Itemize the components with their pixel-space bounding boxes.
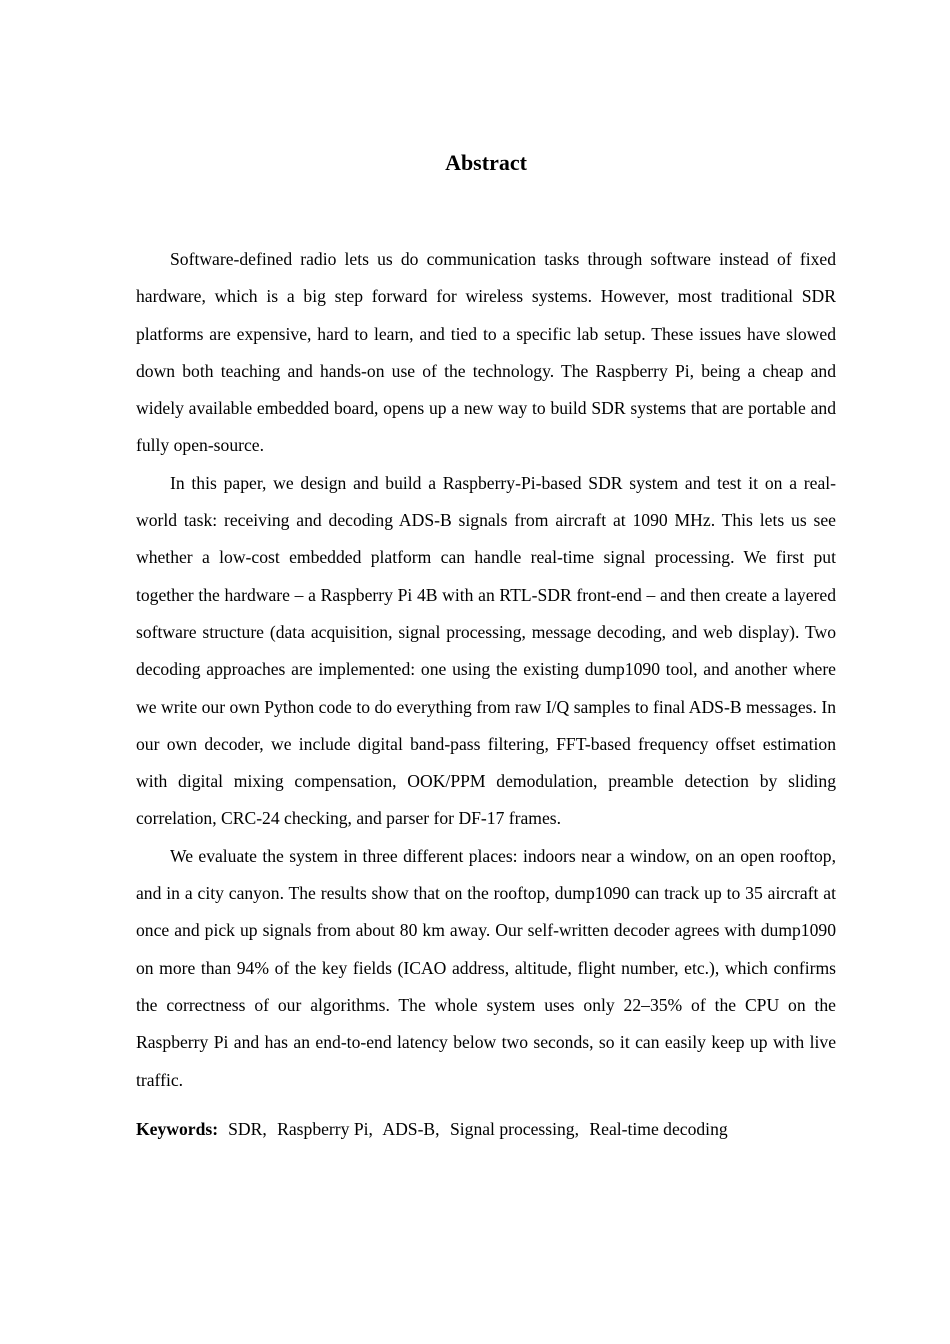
keyword-item: SDR	[228, 1118, 263, 1139]
abstract-section	[136, 148, 836, 1148]
abstract-paragraph-2: In this paper, we design and build a Raspberry-Pi-based SDR system and test it on a real-world task: receiving and decoding ADS-B signals from aircraft at 1090 MHz. This lets us see whether a low-cost embedded platform can handle real-time signal processing. We first put together the hardware – a Raspberry Pi 4B with an RTL-SDR front-end – and then create a layered software structure (data acquisition, signal processing, message decoding, and web display). Two decoding approaches are implemented: one using the existing dump1090 tool, and another where we write our own Python code to do everything from raw I/Q samples to final ADS-B messages. In our own decoder, we include digital band-pass filtering, FFT-based frequency offset estimation with digital mixing compensation, OOK/PPM demodulation, preamble detection by sliding correlation, CRC-24 checking, and parser for DF-17 frames.	[136, 472, 836, 829]
abstract-paragraph-3: We evaluate the system in three different places: indoors near a window, on an open rooftop, and in a city canyon. The results show that on the rooftop, dump1090 can track up to 35 aircraft at once and pick up signals from about 80 km away. Our self-written decoder agrees with dump1090 on more than 94% of the key fields (ICAO address, altitude, flight number, etc.), which confirms the correctness of our algorithms. The whole system uses only 22–35% of the CPU on the Raspberry Pi and has an end-to-end latency below two seconds, so it can easily keep up with live traffic.	[136, 845, 836, 1090]
abstract-title: Abstract	[445, 150, 527, 175]
keyword-item: Signal processing	[449, 1118, 575, 1139]
keyword-item: Raspberry Pi	[277, 1118, 369, 1139]
keywords-line: Keywords: SDR, Raspberry Pi, ADS-B, Signal processing, Real-time decoding	[136, 1118, 728, 1139]
keyword-item: Real-time decoding	[589, 1118, 728, 1139]
abstract-paragraph-1: Software-defined radio lets us do communication tasks through software instead of fixed hardware, which is a big step forward for wireless systems. However, most traditional SDR platforms are expensive, hard to learn, and tied to a specific lab setup. These issues have slowed down both teaching and hands-on use of the technology. The Raspberry Pi, being a cheap and widely available embedded board, opens up a new way to build SDR systems that are portable and fully open-source.	[136, 249, 836, 456]
keywords-label: Keywords:	[136, 1118, 219, 1139]
keyword-item: ADS-B	[382, 1118, 436, 1139]
